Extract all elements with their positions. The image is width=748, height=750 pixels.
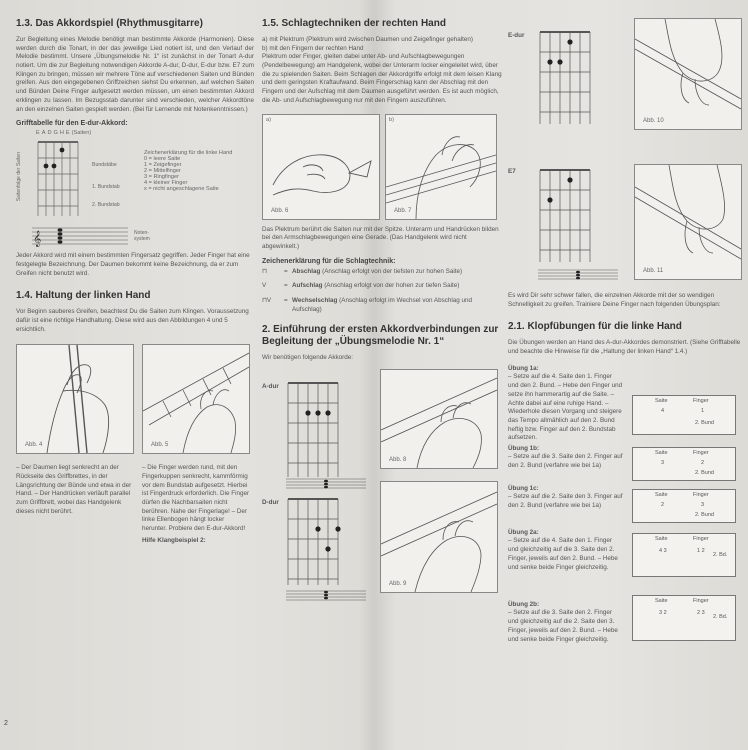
stroke-symbol: ⊓ [262,267,267,275]
training-note: Es wird Dir sehr schwer fallen, die einzelnen Akkorde mit der so wendigen Schnelligkeit zu greifen. Trainiere Deine Finger nach folgenden Übungsplan: [508,292,721,308]
list-item-b: b) mit den Fingern der rechten Hand [262,44,364,52]
e-dur-chord-grid [536,30,596,126]
chord-name-d: D-dur [262,499,279,506]
chord-name-e7: E7 [508,168,516,175]
figure-10 [634,18,742,130]
box-finger: 3 [701,501,705,508]
exercise-title: Übung 2b: [508,600,540,608]
figure-a-letter: a) [266,116,271,123]
exercise-1a [508,365,624,443]
stroke-desc: (Anschlag erfolgt von der hohen zur tiefen Saite) [324,282,460,290]
page-number: 2 [4,720,8,727]
fingers-on-fretboard-illustration [143,345,249,453]
legend-item: 4 = kleiner Finger [144,180,188,187]
picking-figures-row [262,114,502,220]
box-bund: 2. Bund [695,419,714,426]
exercise-2b [508,601,624,644]
hand-figures-row [16,344,254,454]
legend-item: x = nicht angeschlagene Saite [144,186,219,193]
figure-5-subtext: Hilfe Klangbeispiel 2: [142,536,206,544]
box-header-saite: Saite [655,535,668,542]
chord-name-a: A-dur [262,383,279,390]
exercise-title: Übung 1a: [508,364,539,372]
exercise-text: – Setze auf die 4. Saite den 1. Finger und gleichzeitig auf die 3. Saite den 2. Finger, jeweils auf den 2. Bund. – Hebe und senke beide Finger gleichzeitig. [508,537,618,571]
figure-5 [142,344,250,454]
box-header-finger: Finger [693,491,709,498]
stroke-symbol-row: ⊓ = Abschlag (Anschlag erfolgt von der tiefsten zur hohen Saite) [262,267,463,275]
exercise-title: Übung 2a: [508,528,539,536]
stroke-name: Abschlag [292,267,321,275]
box-finger: 1 2 [697,547,705,554]
a-dur-hand-illustration [381,370,497,468]
neck-label: Saitenfolge der Saiten [16,152,22,202]
saiten-label: (Saiten) [71,130,92,137]
box-header-saite: Saite [655,397,668,404]
box-header-finger: Finger [693,535,709,542]
e-dur-hand-illustration [635,19,741,129]
column-middle [262,18,502,609]
stroke-symbol: V [262,282,267,290]
box-saite: 4 [661,407,665,414]
exercises-area [508,365,742,675]
exercise-box-1a [632,395,736,435]
box-saite: 3 2 [659,609,667,616]
legend-item: 0 = leere Saite [144,156,181,163]
a-dur-staff [286,477,366,491]
figure-11 [634,164,742,280]
hand-position-illustration [17,345,133,453]
box-header-saite: Saite [655,597,668,604]
string-label: E [36,130,40,137]
string-label: A [41,130,46,137]
finger-legend [144,150,244,192]
after-diagram-text: Jeder Akkord wird mit einem bestimmten Fingersatz gegriffen. Jeder Finger hat eine festgelegte Bezeichnung. Der Daumen bekommt keine Bezeichnung, da er zum Greifen nicht benutzt wird. [16,252,250,277]
plectrum-note: Das Plektrum berührt die Saiten nur mit der Spitze. Unterarm und Handrücken bilden bei den Armschlagbewegungen eine Gerade. (Das Handgelenk wird nicht abgewinkelt.) [262,225,499,250]
e7-staff [538,268,618,282]
a-dur-chord-grid [284,381,344,479]
exercise-title: Übung 1b: [508,444,540,452]
legend-item: 3 = Ringfinger [144,174,179,181]
d-dur-chord-grid [284,497,344,587]
stroke-desc: (Anschlag erfolgt im Wechsel von Abschlag und Aufschlag) [292,296,473,313]
exercise-title: Übung 1c: [508,484,539,492]
hand-figure-captions [16,464,254,545]
figure-5-label: Abb. 5 [151,442,169,449]
figure-4-text: – Der Daumen liegt senkrecht an der Rückseite des Griffbrettes, in der Längsrichtung der Bünde und etwa in der Hand. – Der Handrücken verläuft parallel zum Griffbrett, wobei das Handgelenk dieses nicht berührt. [16,464,132,515]
exercise-text: – Setze auf die 4. Saite den 1. Finger und den 2. Bund. – Hebe den Finger und setze ihn hammerartig auf die Saite. – Achte dabei auf eine ruhige Hand. – Wiederhole diesen Vorgang und steigere das Tempo allmählich auf den 2. Bund heftig bzw. Finger auf den 2. Bundstab aufsetzen. [508,373,623,442]
stroke-name: Wechselschlag [292,296,338,304]
exercise-text: – Setze auf die 3. Saite den 2. Finger auf den 2. Bund (verfahre wie bei 1a) [508,453,623,470]
figure-5-text: – Die Finger werden rund, mit den Fingerkuppen senkrecht, kammförmig vor dem Bundstab aufgesetzt. Hierbei ist Fingerdruck erforderlich. Die Finger dürfen die Nachbarsaiten nicht berühren. Nahe der Fingerlage! – Der linke Ellenbogen hängt locker herunter. Probiere den E-dur-Akkord! [142,464,250,533]
legend-item: 1 = Zeigefinger [144,162,182,169]
e7-hand-illustration [635,165,741,279]
finger-strum-illustration [386,115,496,219]
exercise-1b [508,445,624,471]
section-2-sub: Wir benötigen folgende Akkorde: [262,354,354,362]
stroke-symbol-row: ⊓V = Wechselschlag (Anschlag erfolgt im Wechsel von Abschlag und Aufschlag) [262,296,473,313]
exercise-box-1c [632,489,736,523]
figure-7-label: Abb. 7 [394,207,412,214]
exercise-1c [508,485,624,511]
string-label-row [36,130,91,136]
figure-11-label: Abb. 11 [643,268,664,274]
fret-label: Bundstäbe [92,162,117,169]
list-item-a: a) mit Plektrum (Plektrum wird zwischen Daumen und Zeigefinger gehalten) [262,36,474,43]
column-left [16,18,254,546]
figure-8-label: Abb. 8 [389,457,407,463]
stroke-symbols-heading: Zeichenerklärung für die Schlagtechnik: [262,257,396,265]
figure-6-label: Abb. 6 [271,207,289,214]
box-saite: 3 [661,459,665,466]
technique-body: Plektrum oder Finger, gleiten dabei unter Ab- und Aufschlagbewegungen (Pendelbewegung) am Handgelenk, wobei der Unterarm locker eingeleitet wird, über die zu spielenden Saiten. Beim Schlagen der Akkordgriffe erfolgt mit dem leisen Klang und dem geringsten Kraftaufwand. Beim Fingerschlag kann der Abschlag mit den Fingern und der Aufschlag mit dem Daumen ausgeführt werden. Es ist auch möglich, die Ab- und Aufschlagbewegung nur mit den Fingern auszuführen. [262,53,502,104]
plectrum-hand-illustration [263,115,379,219]
exercise-box-2b [632,595,736,641]
string-label: E [65,130,70,137]
figure-9-label: Abb. 9 [389,581,407,587]
box-header-saite: Saite [655,491,668,498]
stroke-name: Aufschlag [292,282,323,290]
exercise-2a [508,529,624,572]
figure-8 [380,369,498,469]
stroke-desc: (Anschlag erfolgt von der tiefsten zur hohen Saite) [322,267,463,275]
diagram-heading: Grifftabelle für den E-dur-Akkord: [16,120,128,128]
box-header-finger: Finger [693,397,709,404]
intro-paragraph: Zur Begleitung eines Melodie benötigt man bestimmte Akkorde (Harmonien). Diese werden durch die Tonart, in der das jeweilige Lied notiert ist, und den Verlauf der Melodie bestimmt. Unsere „Übungsmelodie Nr. 1“ ist zunächst in der Tonart A-dur notiert. Um die zur Begleitung notwendigen Akkorde A-dur, D-dur, E-dur bzw. E7 zum Klingen zu bringen, müssen wir mehrere Töne auf verschiedenen Saiten und Bünden greifen. Aus den eingegebenen Griffzeichen siehst Du erkennen, auf welchen Saiten und Bünden Deine Finger aufgesetzt werden müssen, um einen bestimmten Akkord erklingen zu lassen. Im Bezugsstab darunter sind verschieden, welcher Akkordtöne an den einzelnen Saiten gespielt werden. (Bei für Lernende mit Notenkenntnissen.) [16,36,254,113]
box-finger: 1 [701,407,705,414]
box-saite: 4 3 [659,547,667,554]
e-dur-chord-diagram [16,130,254,250]
figure-10-label: Abb. 10 [643,118,664,124]
figure-b-letter: b) [389,116,394,123]
legend-title: Zeichenerklärung für die linke Hand [144,150,233,157]
section-title-2-1: 2.1. Klopfübungen für die linke Hand [508,321,682,333]
chord-figures-right [508,18,742,288]
box-bund: 2. Bd. [713,551,728,558]
legend-item: 2 = Mittelfinger [144,168,181,175]
section-title-1-4: 1.4. Haltung der linken Hand [16,290,151,302]
box-bund: 2. Bd. [713,613,728,620]
exercise-text: – Setze auf die 2. Saite den 3. Finger auf den 2. Bund (verfahre wie bei 1a) [508,493,623,510]
exercise-box-1b [632,447,736,481]
figure-4 [16,344,134,454]
string-label: G [53,130,58,137]
exercise-box-2a [632,533,736,577]
chord-name-e: E-dur [508,32,525,39]
svg-text:𝄞: 𝄞 [33,231,42,248]
string-label: D [47,130,52,137]
figure-7 [385,114,497,220]
fretboard-grid [34,140,84,218]
d-dur-staff [286,589,366,603]
section-title-1-5: 1.5. Schlagtechniken der rechten Hand [262,18,446,29]
string-label: H [59,130,64,137]
notation-staff [30,224,130,248]
notes-label: Noten-system [134,230,150,243]
stroke-symbols-list [262,268,502,315]
section-title-1-3: 1.3. Das Akkordspiel (Rhythmusgitarre) [16,18,203,29]
box-bund: 2. Bund [695,469,714,476]
box-saite: 2 [661,501,665,508]
figure-4-label: Abb. 4 [25,442,43,449]
box-header-saite: Saite [655,449,668,456]
box-finger: 2 3 [697,609,705,616]
e7-chord-grid [536,168,596,264]
figure-6 [262,114,380,220]
stroke-symbol-row: V = Aufschlag (Anschlag erfolgt von der hohen zur tiefen Saite) [262,282,460,290]
exercise-text: – Setze auf die 3. Saite den 2. Finger und gleichzeitig auf die 2. Saite den 3. Finger, jeweils auf den 2. Bund. – Hebe und senke beide Finger gleichzeitig. [508,609,618,643]
fret-label: 2. Bundstab [92,202,120,209]
section-1-4-intro: Vor Beginn sauberes Greifen, beachtest Du die Saiten zum Klingen. Voraussetzung dafür ist eine richtige Handhaltung. Diese wird aus den Abbildungen 4 und 5 ersichtlich. [16,308,249,333]
fret-label: 1. Bundstab [92,184,120,191]
figure-9 [380,481,498,593]
box-finger: 2 [701,459,705,466]
section-2-1-intro: Die Übungen werden an Hand des A-dur-Akkordes demonstriert. (Siehe Grifftabelle und beachte die Hinweise für die „Haltung der linken Hand“ 1.4.) [508,339,741,356]
column-right [508,18,742,675]
chord-figures-area [262,369,502,609]
section-title-2: 2. Einführung der ersten Akkordverbindungen zur Begleitung der „Übungsmelodie Nr. 1“ [262,324,499,348]
d-dur-hand-illustration [381,482,497,592]
box-header-finger: Finger [693,597,709,604]
box-header-finger: Finger [693,449,709,456]
box-bund: 2. Bund [695,511,714,518]
stroke-symbol: ⊓V [262,296,272,304]
